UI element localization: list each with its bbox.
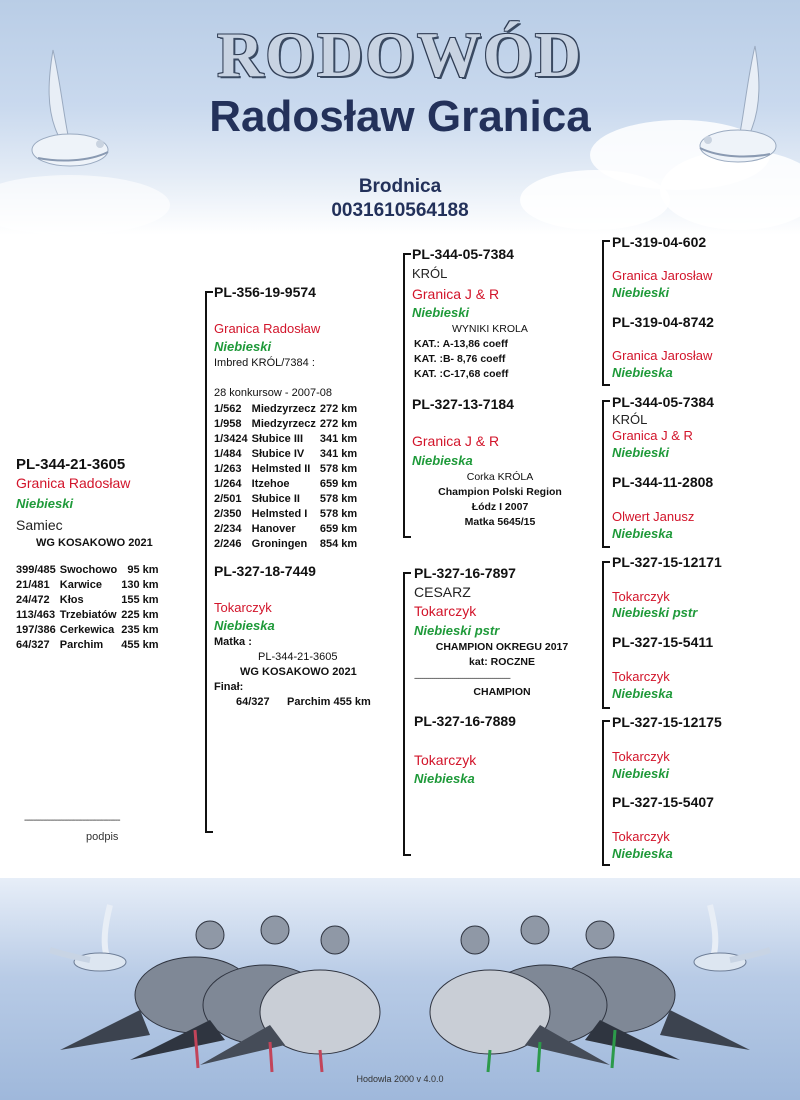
result-dist: 155 km bbox=[121, 594, 159, 606]
father-owner: Granica Radosław bbox=[214, 321, 321, 336]
mother-matka-note: WG KOSAKOWO 2021 bbox=[240, 666, 357, 678]
fm-line2: Champion Polski Region bbox=[438, 486, 562, 498]
result-city: Miedzyrzecz bbox=[251, 403, 316, 415]
g5-ring: PL-327-15-12171 bbox=[612, 554, 722, 570]
result-city: Hanover bbox=[251, 523, 296, 535]
g3-ring: PL-344-05-7384 bbox=[612, 394, 714, 410]
result-place: 113/463 bbox=[16, 609, 56, 621]
software-credit: Hodowla 2000 v 4.0.0 bbox=[356, 1074, 444, 1084]
result-place: 2/501 bbox=[214, 493, 242, 505]
father-ring: PL-356-19-9574 bbox=[214, 284, 316, 300]
result-city: Helmsted II bbox=[251, 463, 311, 475]
result-city: Słubice II bbox=[251, 493, 300, 505]
result-city: Parchim bbox=[59, 639, 104, 651]
g7-color: Niebieski bbox=[612, 766, 670, 781]
subject-color: Niebieski bbox=[16, 496, 74, 511]
result-row bbox=[212, 507, 359, 522]
subject-owner: Granica Radosław bbox=[16, 475, 131, 491]
result-row bbox=[14, 608, 161, 623]
mother-final-label: Finał: bbox=[214, 681, 244, 693]
g8-color: Niebieska bbox=[612, 846, 673, 861]
fm-color: Niebieska bbox=[412, 453, 473, 468]
g5-color: Niebieski pstr bbox=[612, 605, 698, 620]
result-row bbox=[212, 462, 359, 477]
ff-wyniki: WYNIKI KROLA bbox=[452, 323, 528, 335]
result-place: 1/958 bbox=[214, 418, 242, 430]
result-dist: 341 km bbox=[319, 448, 358, 460]
result-dist: 578 km bbox=[319, 508, 358, 520]
g6-color: Niebieska bbox=[612, 686, 673, 701]
mother-owner: Tokarczyk bbox=[214, 600, 272, 615]
mother-ring: PL-327-18-7449 bbox=[214, 563, 316, 579]
g3-owner: Granica J & R bbox=[612, 428, 693, 443]
g4-owner: Olwert Janusz bbox=[612, 509, 695, 524]
subject-results-table bbox=[14, 563, 161, 653]
subject-ring: PL-344-21-3605 bbox=[16, 456, 126, 473]
ff-kat-b: KAT. :B- 8,76 coeff bbox=[414, 353, 506, 365]
mf-line2: kat: ROCZNE bbox=[469, 656, 535, 668]
mf-line3: CHAMPION bbox=[473, 686, 531, 698]
g8-ring: PL-327-15-5407 bbox=[612, 794, 714, 810]
g7-owner: Tokarczyk bbox=[612, 749, 670, 764]
mf-owner: Tokarczyk bbox=[414, 603, 477, 619]
mf-dash: ------------------------------------------------ bbox=[414, 673, 510, 683]
breeder-name: Radosław Granica bbox=[209, 92, 591, 141]
result-place: 24/472 bbox=[16, 594, 50, 606]
mother-color: Niebieska bbox=[214, 618, 275, 633]
fm-line1: Corka KRÓLA bbox=[466, 471, 534, 483]
ff-ring: PL-344-05-7384 bbox=[412, 246, 514, 262]
result-place: 2/350 bbox=[214, 508, 242, 520]
g4-ring: PL-344-11-2808 bbox=[612, 474, 714, 490]
result-row bbox=[212, 537, 359, 552]
g1-owner: Granica Jarosław bbox=[612, 268, 713, 283]
mother-matka-ring: PL-344-21-3605 bbox=[258, 651, 338, 663]
result-place: 21/481 bbox=[16, 579, 50, 591]
breeder-city: Brodnica bbox=[358, 176, 442, 197]
g2-ring: PL-319-04-8742 bbox=[612, 314, 714, 330]
ff-color: Niebieski bbox=[412, 305, 470, 320]
result-row bbox=[14, 578, 161, 593]
result-dist: 341 km bbox=[319, 433, 358, 445]
result-place: 1/562 bbox=[214, 403, 242, 415]
subject-sex: Samiec bbox=[16, 517, 63, 533]
result-row bbox=[14, 638, 161, 653]
result-place: 2/234 bbox=[214, 523, 242, 535]
result-place: 1/263 bbox=[214, 463, 242, 475]
result-city: Cerkewica bbox=[59, 624, 115, 636]
father-note: Imbred KRÓL/7384 : bbox=[214, 357, 315, 369]
pigeon-group-left-icon bbox=[20, 900, 390, 1075]
signature-label: podpis bbox=[86, 831, 119, 843]
mother-final-place: 64/327 bbox=[236, 696, 270, 708]
result-row bbox=[212, 522, 359, 537]
subject-note: WG KOSAKOWO 2021 bbox=[36, 537, 153, 549]
result-row bbox=[14, 623, 161, 638]
g3-name: KRÓL bbox=[612, 412, 648, 427]
ff-kat-a: KAT.: A-13,86 coeff bbox=[414, 338, 508, 350]
mm-ring: PL-327-16-7889 bbox=[414, 713, 516, 729]
mf-line1: CHAMPION OKREGU 2017 bbox=[435, 641, 569, 653]
result-dist: 659 km bbox=[319, 478, 358, 490]
result-place: 399/485 bbox=[16, 564, 56, 576]
result-dist: 225 km bbox=[121, 609, 159, 621]
result-dist: 272 km bbox=[319, 403, 358, 415]
result-city: Helmsted I bbox=[251, 508, 308, 520]
g2-owner: Granica Jarosław bbox=[612, 348, 713, 363]
result-city: Swochowo bbox=[59, 564, 118, 576]
g2-color: Niebieska bbox=[612, 365, 673, 380]
mm-color: Niebieska bbox=[414, 771, 475, 786]
g6-owner: Tokarczyk bbox=[612, 669, 670, 684]
result-city: Trzebiatów bbox=[59, 609, 117, 621]
result-dist: 95 km bbox=[127, 564, 159, 576]
result-place: 1/484 bbox=[214, 448, 242, 460]
result-dist: 578 km bbox=[319, 463, 358, 475]
result-place: 197/386 bbox=[16, 624, 56, 636]
result-row bbox=[212, 402, 359, 417]
result-row bbox=[212, 477, 359, 492]
ff-owner: Granica J & R bbox=[412, 286, 500, 302]
result-dist: 578 km bbox=[319, 493, 358, 505]
g1-color: Niebieski bbox=[612, 285, 670, 300]
pigeon-group-right-icon bbox=[420, 900, 790, 1075]
page-title: RODOWÓD bbox=[217, 19, 583, 90]
result-row bbox=[212, 432, 359, 447]
mf-color: Niebieski pstr bbox=[414, 623, 500, 638]
result-row bbox=[212, 492, 359, 507]
signature-line: ----------------------------------------- bbox=[24, 815, 120, 826]
result-dist: 130 km bbox=[121, 579, 159, 591]
father-results-table bbox=[212, 402, 359, 552]
result-city: Miedzyrzecz bbox=[251, 418, 316, 430]
father-color: Niebieski bbox=[214, 339, 272, 354]
result-row bbox=[14, 563, 161, 578]
result-row bbox=[212, 447, 359, 462]
result-city: Słubice IV bbox=[251, 448, 305, 460]
fm-ring: PL-327-13-7184 bbox=[412, 396, 514, 412]
result-city: Karwice bbox=[59, 579, 102, 591]
breeder-phone: 0031610564188 bbox=[331, 200, 469, 221]
mf-name: CESARZ bbox=[414, 584, 471, 600]
result-dist: 854 km bbox=[319, 538, 358, 550]
fm-line4: Matka 5645/15 bbox=[464, 516, 536, 528]
mother-matka-label: Matka : bbox=[214, 636, 252, 648]
result-city: Groningen bbox=[251, 538, 308, 550]
g6-ring: PL-327-15-5411 bbox=[612, 634, 714, 650]
result-dist: 659 km bbox=[319, 523, 358, 535]
fm-line3: Łódz I 2007 bbox=[471, 501, 529, 513]
result-row bbox=[212, 417, 359, 432]
mother-final-text: Parchim 455 km bbox=[287, 696, 371, 708]
father-summary: 28 konkursow - 2007-08 bbox=[214, 387, 333, 399]
result-place: 2/246 bbox=[214, 538, 242, 550]
ff-name: KRÓL bbox=[412, 266, 448, 281]
fm-owner: Granica J & R bbox=[412, 433, 500, 449]
g8-owner: Tokarczyk bbox=[612, 829, 670, 844]
result-city: Itzehoe bbox=[251, 478, 290, 490]
g7-ring: PL-327-15-12175 bbox=[612, 714, 722, 730]
g3-color: Niebieski bbox=[612, 445, 670, 460]
result-dist: 272 km bbox=[319, 418, 358, 430]
result-place: 1/3424 bbox=[214, 433, 248, 445]
result-place: 1/264 bbox=[214, 478, 242, 490]
g4-color: Niebieska bbox=[612, 526, 673, 541]
ff-kat-c: KAT. :C-17,68 coeff bbox=[414, 368, 509, 380]
mf-ring: PL-327-16-7897 bbox=[414, 565, 516, 581]
mm-owner: Tokarczyk bbox=[414, 752, 477, 768]
g5-owner: Tokarczyk bbox=[612, 589, 670, 604]
result-place: 64/327 bbox=[16, 639, 50, 651]
g1-ring: PL-319-04-602 bbox=[612, 234, 707, 250]
result-dist: 235 km bbox=[121, 624, 159, 636]
result-city: Słubice III bbox=[251, 433, 304, 445]
result-dist: 455 km bbox=[121, 639, 159, 651]
result-row bbox=[14, 593, 161, 608]
result-city: Kłos bbox=[59, 594, 84, 606]
